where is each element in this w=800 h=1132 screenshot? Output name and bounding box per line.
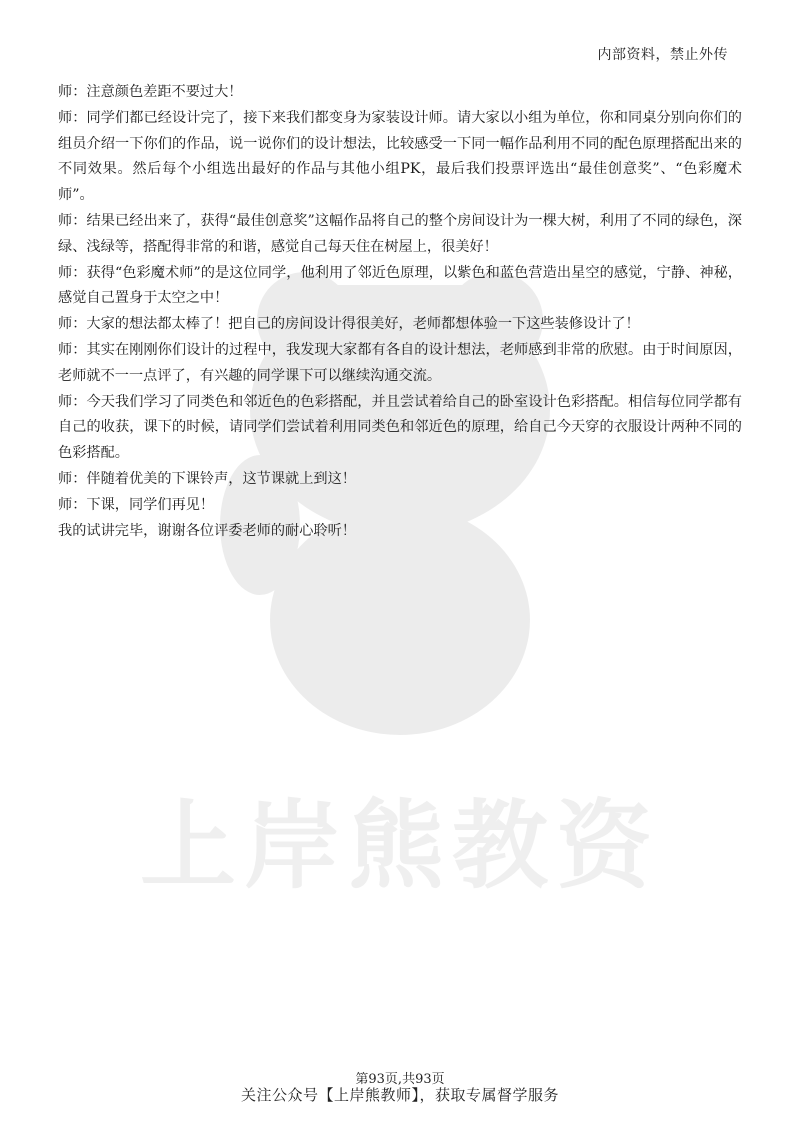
script-paragraph: 师：结果已经出来了，获得“最佳创意奖”这幅作品将自己的整个房间设计为一棵大树，利用了不同的绿色，深绿、浅绿等，搭配得非常的和谐，感觉自己每天住在树屋上，很美好！ — [58, 212, 742, 255]
lecture-script-body — [58, 80, 742, 544]
script-paragraph: 我的试讲完毕，谢谢各位评委老师的耐心聆听！ — [58, 522, 356, 539]
footer-promo-text: 关注公众号【上岸熊教师】，获取专属督学服务 — [240, 1086, 559, 1104]
script-paragraph: 师：伴随着优美的下课铃声，这节课就上到这！ — [58, 470, 356, 487]
script-paragraph: 师：下课，同学们再见！ — [58, 496, 215, 513]
script-paragraph: 师：同学们都已经设计完了，接下来我们都变身为家装设计师。请大家以小组为单位，你和同桌分别向你们的组员介绍一下你们的作品，说一说你们的设计想法，比较感受一下同一幅作品利用不同的配色原理搭配出来的不同效果。然后每个小组选出最好的作品与其他小组PK，最后我们投票评选出“最佳创意奖”、“色彩魔术师”。 — [58, 109, 742, 204]
script-paragraph: 师：获得“色彩魔术师”的是这位同学，他利用了邻近色原理，以紫色和蓝色营造出星空的感觉，宁静、神秘，感觉自己置身于太空之中！ — [58, 264, 742, 307]
script-paragraph: 师：其实在刚刚你们设计的过程中，我发现大家都有各自的设计想法，老师感到非常的欣慰。由于时间原因，老师就不一一点评了，有兴趣的同学课下可以继续沟通交流。 — [58, 341, 742, 384]
page-number: 第93页,共93页 — [355, 1072, 445, 1087]
confidential-note: 内部资料，禁止外传 — [597, 47, 728, 63]
script-paragraph: 师：注意颜色差距不要过大！ — [58, 84, 243, 100]
brand-watermark-text: 上岸熊教资 — [140, 790, 660, 902]
script-paragraph: 师：今天我们学习了同类色和邻近色的色彩搭配，并且尝试着给自己的卧室设计色彩搭配。相信每位同学都有自己的收获，课下的时候，请同学们尝试着利用同类色和邻近色的原理，给自己今天穿的衣服设计两种不同的色彩搭配。 — [58, 393, 742, 462]
script-paragraph: 师：大家的想法都太棒了！把自己的房间设计得很美好，老师都想体验一下这些装修设计了！ — [58, 316, 640, 333]
